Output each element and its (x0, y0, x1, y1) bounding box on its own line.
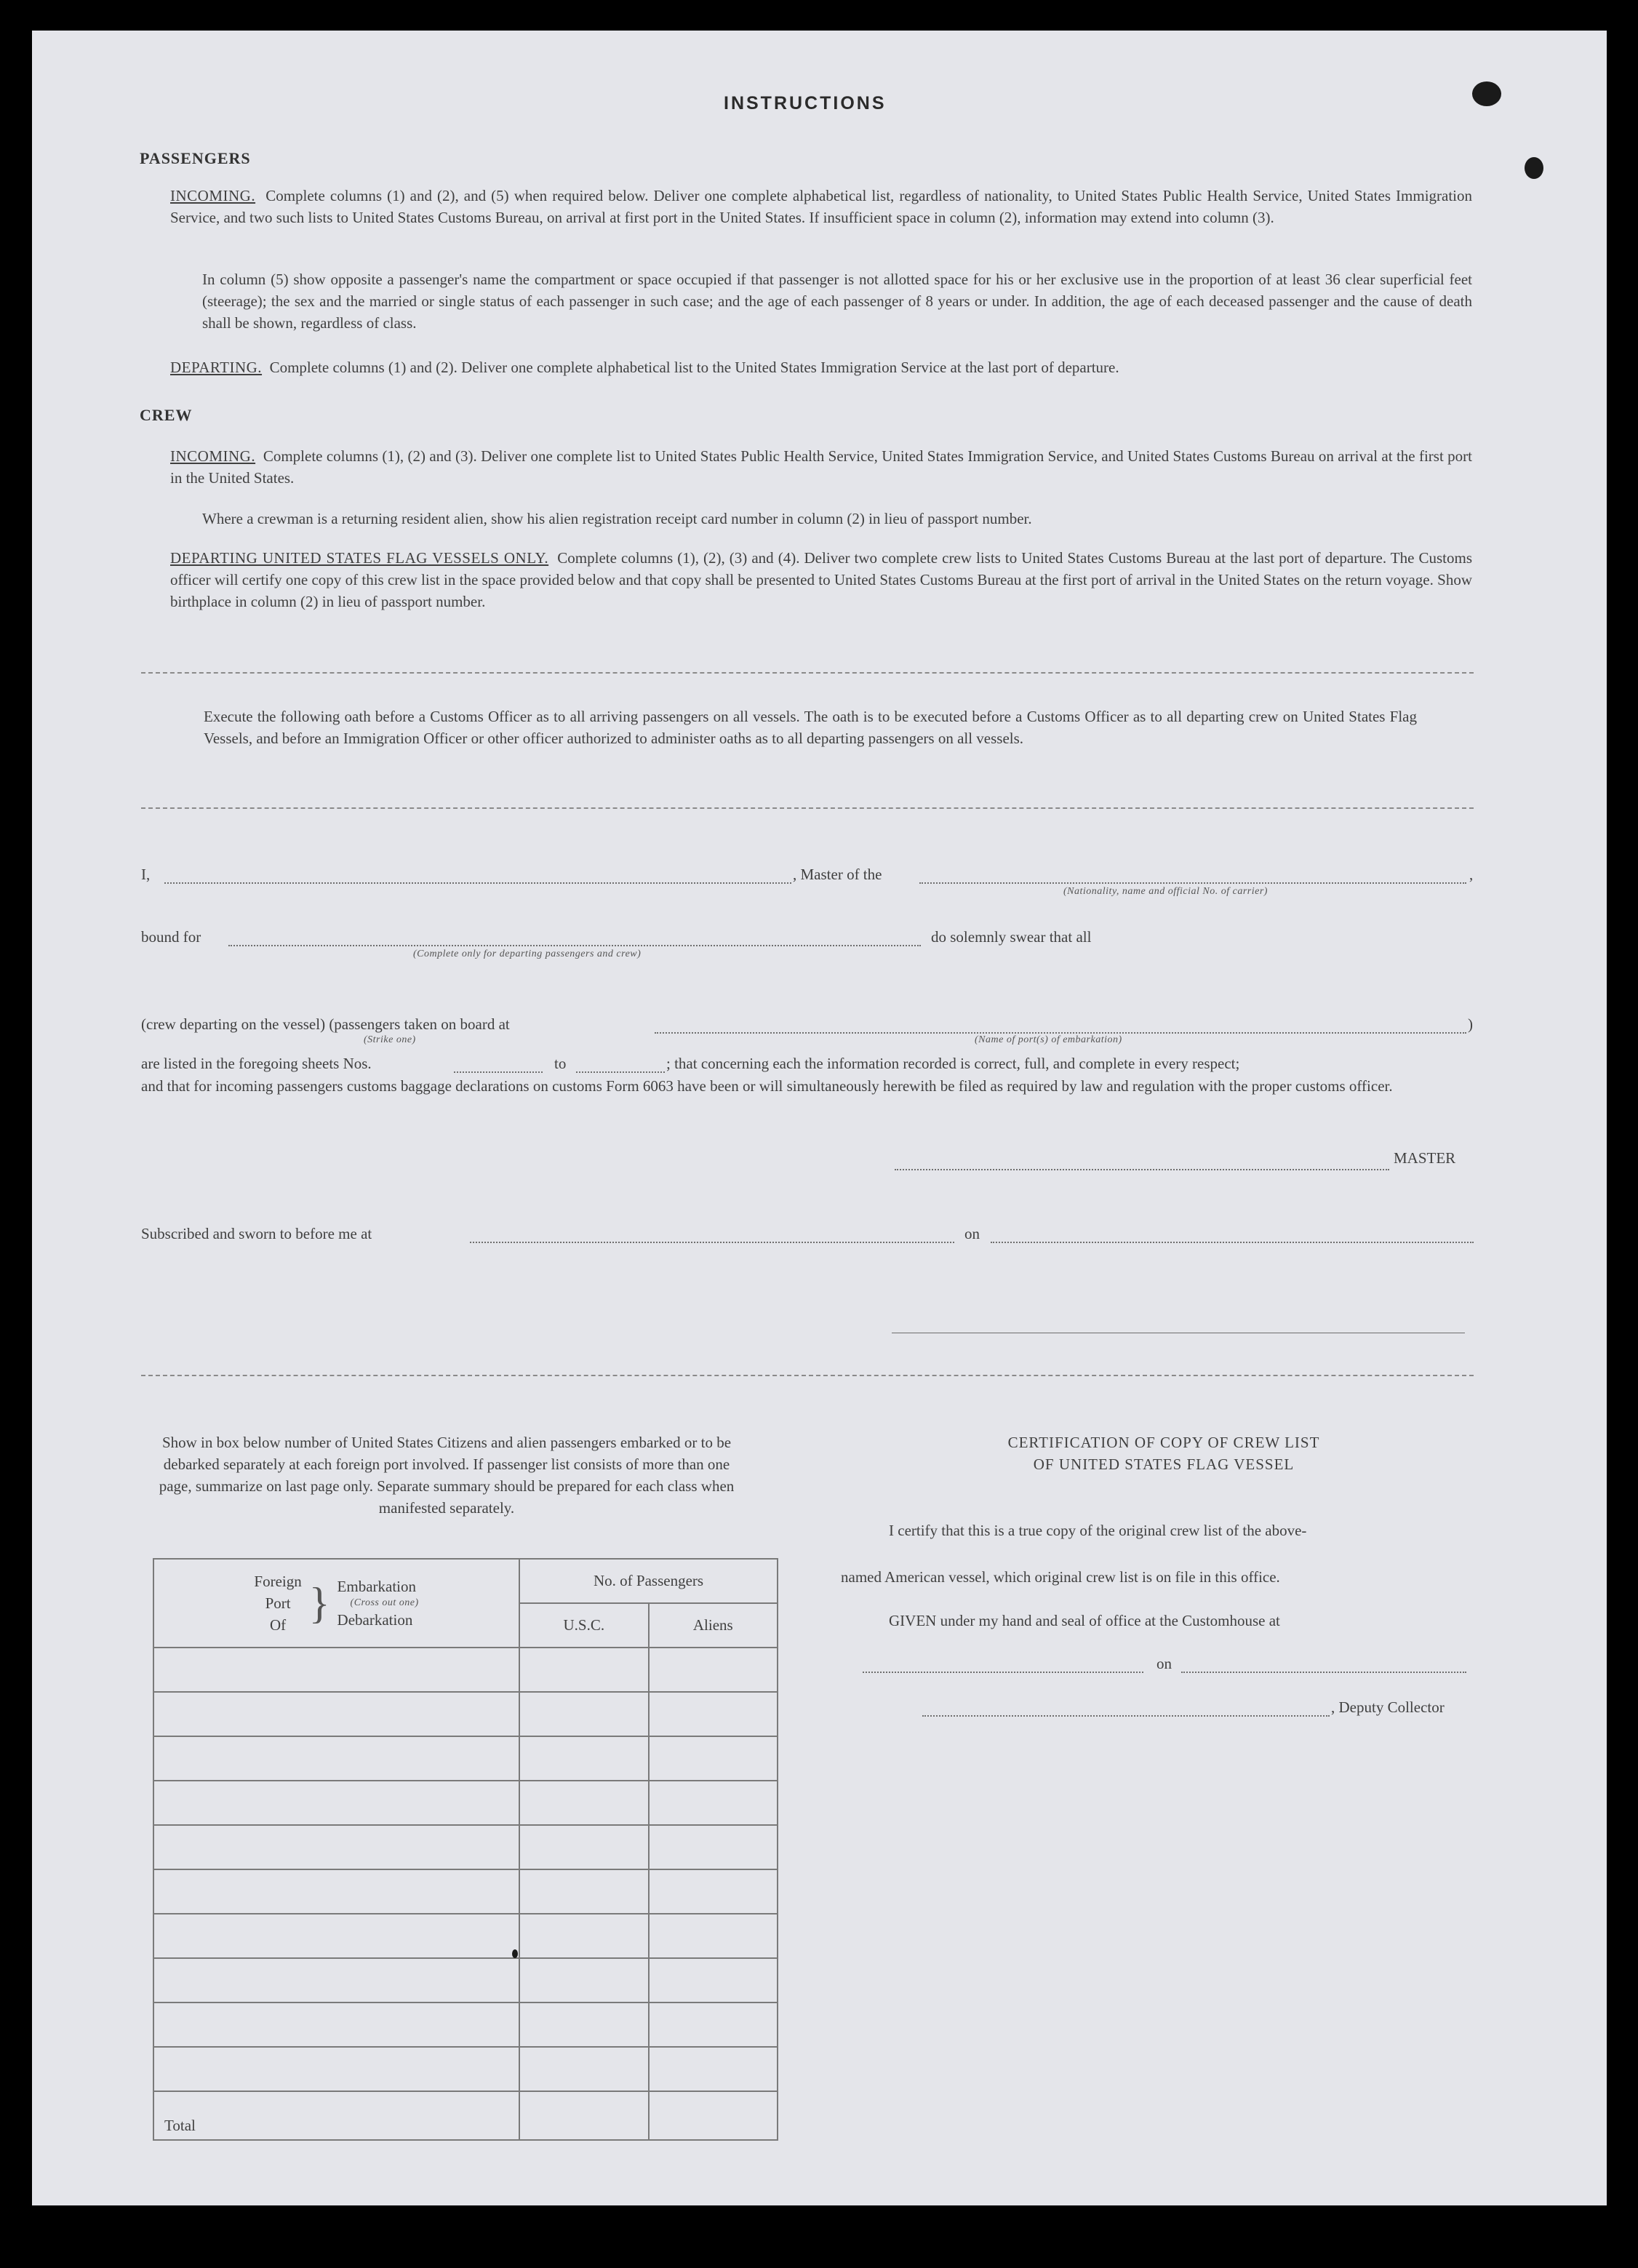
crew-heading: CREW (140, 406, 193, 424)
section-divider (141, 672, 1474, 674)
carrier-hint: (Nationality, name and official No. of carrier) (1063, 886, 1268, 897)
certification-title-line2: OF UNITED STATES FLAG VESSEL (1033, 1456, 1295, 1473)
col-cross-hint: (Cross out one) (350, 1597, 419, 1608)
sworn-place-field[interactable] (470, 1242, 954, 1243)
aliens-header-cell: Aliens (649, 1603, 778, 1648)
scan-speck (1525, 157, 1543, 179)
table-row (153, 1648, 778, 1692)
bound-for-field[interactable] (228, 945, 921, 946)
crew-departing-lead: DEPARTING UNITED STATES FLAG VESSELS ONLY. (170, 549, 549, 567)
table-row (153, 1736, 778, 1781)
deputy-signature-field[interactable] (922, 1715, 1330, 1717)
crew-departing-paragraph (170, 547, 1472, 612)
passengers-heading: PASSENGERS (140, 149, 251, 167)
customhouse-field[interactable] (863, 1672, 1143, 1673)
oath-i-label: I, (141, 866, 151, 883)
scan-speck (512, 1949, 518, 1958)
passengers-column5-paragraph: In column (5) show opposite a passenger's name the compartment or space occupied if that passenger is not allotted space for his or her exclusive use in the proportion of at least 36 clear superficial feet (steerage); the sex and the married or single status of each passenger in such case; and the age of each passenger of 8 years or under. In addition, the age of each deceased passenger and the cause of death shall be shown, regardless of class. (202, 271, 1472, 332)
deputy-collector-label: , Deputy Collector (1331, 1698, 1445, 1716)
passengers-incoming-text: Complete columns (1) and (2), and (5) when required below. Deliver one complete alphabetical list, regardless of nationality, to United States Public Health Service, United States Immigration Service, and two such lists to United States Customs Bureau, on arrival at first port in the United States. If insufficient space in column (2), information may extend into column (3). (170, 187, 1473, 226)
col-port: Port (265, 1594, 291, 1612)
certification-title (844, 1432, 1484, 1475)
close-paren: ) (1468, 1015, 1473, 1033)
usc-header-cell: U.S.C. (519, 1603, 648, 1648)
master-name-field[interactable] (164, 882, 791, 884)
to-label: to (554, 1055, 567, 1072)
master-label: MASTER (1394, 1149, 1456, 1167)
bound-for-hint: (Complete only for departing passengers and crew) (413, 949, 642, 959)
table-row (153, 1869, 778, 1914)
subscribed-label: Subscribed and sworn to before me at (141, 1225, 372, 1242)
certification-on-label: on (1156, 1655, 1172, 1672)
passenger-summary-table (153, 1558, 778, 2141)
port-embarkation-field[interactable] (655, 1032, 1466, 1034)
certification-line2: named American vessel, which original crew list is on file in this office. (841, 1568, 1280, 1586)
passengers-departing-paragraph (170, 356, 1472, 378)
sworn-date-field[interactable] (991, 1242, 1474, 1243)
scan-speck (1472, 81, 1501, 106)
lower-divider (141, 1375, 1474, 1376)
sheet-to-field[interactable] (576, 1071, 665, 1073)
col-of: Of (269, 1616, 287, 1634)
table-row (153, 1825, 778, 1869)
oath-master-of-label: , Master of the (793, 866, 882, 883)
crew-departing-text: Complete columns (1), (2), (3) and (4). Deliver two complete crew lists to United States Customs Bureau at the last port of departure. The Customs officer will certify one copy of this crew list in the space provided below and that copy shall be presented to United States Customs Bureau at the first port of arrival in the United States on the return voyage. Show birthplace in column (2) in lieu of passport number. (170, 549, 1473, 610)
page-title: INSTRUCTIONS (724, 93, 887, 113)
col-debarkation: Debarkation (337, 1611, 413, 1629)
passengers-departing-text: Complete columns (1) and (2). Deliver one complete alphabetical list to the United States Immigration Service at the last port of departure. (269, 359, 1119, 376)
sworn-on-label: on (964, 1225, 980, 1242)
summary-instructions: Show in box below number of United States Citizens and alien passengers embarked or to be debarked separately at each foreign port involved. If passenger list consists of more than one page, summarize on last page only. Separate summary should be prepared for each class when manifested separately. (159, 1434, 735, 1517)
col-foreign: Foreign (254, 1573, 302, 1590)
listed-suffix: ; that concerning each the information recorded is correct, full, and complete in every respect; (666, 1055, 1240, 1072)
passengers-departing-lead: DEPARTING. (170, 359, 263, 376)
carrier-field[interactable] (919, 882, 1466, 884)
total-label: Total (153, 2091, 519, 2140)
certification-line3: GIVEN under my hand and seal of office at the Customhouse at (889, 1612, 1280, 1629)
table-row (153, 2047, 778, 2091)
passengers-header-cell: No. of Passengers (519, 1559, 778, 1603)
port-header-cell: Foreign Port Of } Embarkation (Cross out one) Debarkation (153, 1559, 519, 1648)
total-row (153, 2091, 778, 2140)
crew-resident-paragraph: Where a crewman is a returning resident alien, show his alien registration receipt card number in column (2) in lieu of passport number. (202, 510, 1032, 527)
passengers-incoming-lead: INCOMING. (170, 187, 256, 204)
strike-hint: (Strike one) (364, 1034, 416, 1045)
crew-departing-label: (crew departing on the vessel) (passengers taken on board at (141, 1015, 510, 1033)
oath-intro-paragraph: Execute the following oath before a Customs Officer as to all arriving passengers on all vessels. The oath is to be executed before a Customs Officer as to all departing crew on United States Flag Vessels, and before an Immigration Officer or other officer authorized to administer oaths as to all departing passengers on all vessels. (204, 708, 1417, 747)
listed-prefix: are listed in the foregoing sheets Nos. (141, 1055, 372, 1072)
bound-for-label: bound for (141, 928, 201, 946)
master-signature-field[interactable] (895, 1169, 1389, 1170)
crew-incoming-paragraph (170, 445, 1472, 489)
table-row (153, 1958, 778, 2003)
certification-title-line1: CERTIFICATION OF COPY OF CREW LIST (1007, 1434, 1320, 1451)
passengers-incoming-paragraph (170, 185, 1472, 228)
crew-incoming-lead: INCOMING. (170, 447, 256, 465)
crew-incoming-text: Complete columns (1), (2) and (3). Deliver one complete list to United States Public Health Service, United States Immigration Service, and United States Customs Bureau on arrival at the first port in the United States. (170, 447, 1473, 487)
certification-date-field[interactable] (1181, 1672, 1466, 1673)
port-hint: (Name of port(s) of embarkation) (975, 1034, 1122, 1045)
sheet-from-field[interactable] (454, 1071, 543, 1073)
table-row (153, 1781, 778, 1825)
oath-divider (141, 807, 1474, 809)
swear-label: do solemnly swear that all (931, 928, 1092, 946)
certification-line1: I certify that this is a true copy of the original crew list of the above- (889, 1522, 1307, 1539)
table-row (153, 1692, 778, 1736)
table-row (153, 1914, 778, 1958)
col-embarkation: Embarkation (337, 1578, 417, 1595)
table-row (153, 2003, 778, 2047)
baggage-paragraph: and that for incoming passengers customs baggage declarations on customs Form 6063 have been or will simultaneously herewith be filed as required by law and regulation with the proper customs officer. (141, 1077, 1393, 1095)
